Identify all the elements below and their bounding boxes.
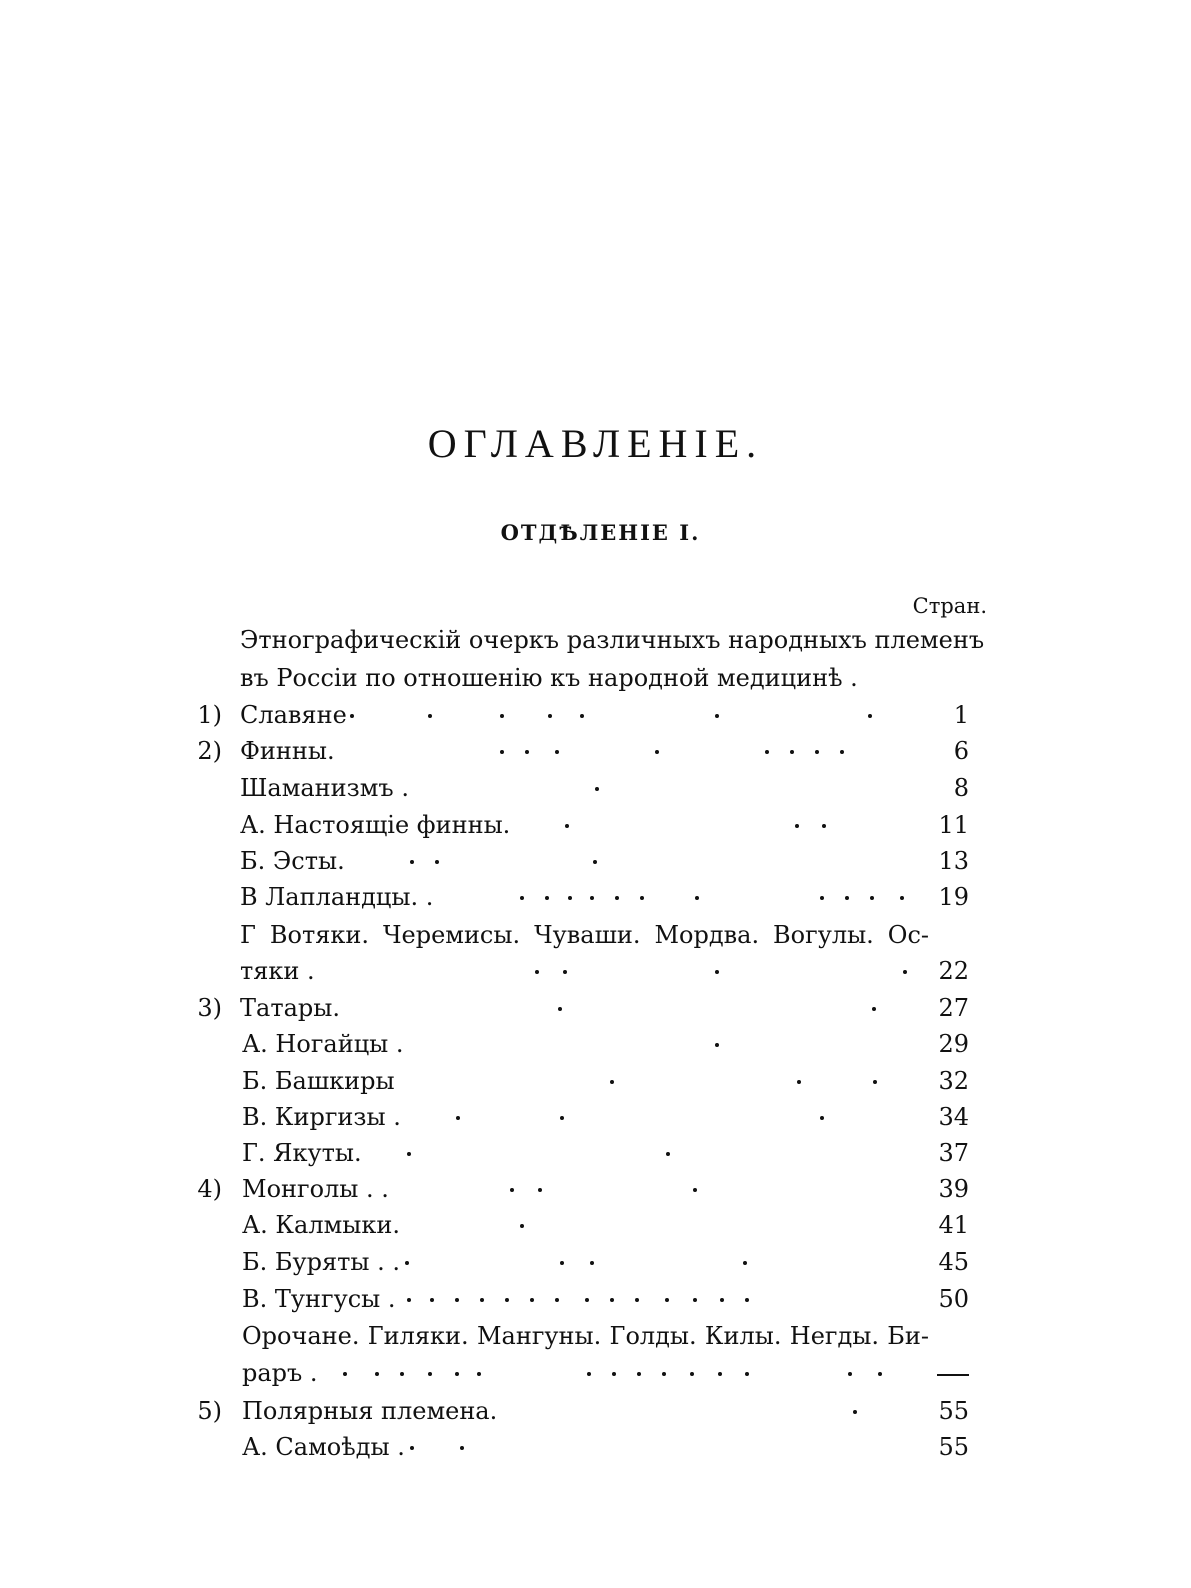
leader-dots: [0, 917, 1191, 953]
leader-dot: [665, 1298, 669, 1302]
leader-dot: [428, 714, 432, 718]
leader-dot: [615, 896, 619, 900]
toc-entry-page: 6: [953, 737, 969, 765]
leader-dot: [693, 1298, 697, 1302]
leader-dot: [477, 1372, 481, 1376]
leader-dots: [0, 879, 1191, 915]
leader-dot: [655, 750, 659, 754]
toc-entry: [0, 1171, 1191, 1207]
leader-dot: [610, 1298, 614, 1302]
leader-dots: [0, 1135, 1191, 1171]
toc-entry-page: 50: [938, 1285, 969, 1313]
leader-dot: [872, 1007, 876, 1011]
toc-entry-label: Г. Якуты.: [242, 1139, 362, 1167]
toc-entry-page: 55: [938, 1433, 969, 1461]
leader-dot: [662, 1372, 666, 1376]
toc-entry-label: В Лапландцы. .: [240, 883, 434, 911]
leader-dot: [400, 1372, 404, 1376]
toc-entry-number: 5): [197, 1397, 222, 1425]
leader-dots: [0, 1318, 1191, 1354]
leader-dots: [0, 733, 1191, 769]
leader-dot: [430, 1298, 434, 1302]
section-heading: ОТДѢЛЕНІЕ I.: [500, 520, 701, 545]
leader-dot: [560, 1116, 564, 1120]
leader-dots: [0, 1281, 1191, 1317]
leader-dot: [590, 1261, 594, 1265]
leader-dots: [0, 622, 1191, 658]
leader-dots: [0, 953, 1191, 989]
leader-dots: [0, 1171, 1191, 1207]
toc-entry: [0, 1244, 1191, 1280]
leader-dot: [410, 860, 414, 864]
leader-dot: [903, 970, 907, 974]
leader-dot: [635, 1298, 639, 1302]
leader-dot: [720, 1298, 724, 1302]
toc-entry-label: Б. Эсты.: [240, 847, 345, 875]
leader-dot: [405, 1261, 409, 1265]
leader-dots: [0, 1063, 1191, 1099]
leader-dot: [375, 1372, 379, 1376]
toc-entry-page: 37: [938, 1139, 969, 1167]
leader-dot: [612, 1372, 616, 1376]
toc-entry-label: Татары.: [240, 994, 340, 1022]
toc-entry-page: 1: [953, 701, 969, 729]
toc-entry-label: Этнографическій очеркъ различныхъ народныхъ племенъ: [240, 626, 985, 654]
toc-entry: [0, 1281, 1191, 1317]
leader-dot: [407, 1152, 411, 1156]
leader-dots: [0, 1099, 1191, 1135]
leader-dot: [535, 970, 539, 974]
leader-dots: [0, 990, 1191, 1026]
leader-dot: [715, 714, 719, 718]
toc-entry-label: В. Тунгусы .: [242, 1285, 396, 1313]
toc-entry-label: раръ .: [242, 1359, 318, 1387]
toc-entry-number: 2): [197, 737, 222, 765]
toc-entry-label: А. Калмыки.: [242, 1211, 400, 1239]
leader-dot: [563, 970, 567, 974]
toc-entry: [0, 770, 1191, 806]
toc-entry-page: 22: [938, 957, 969, 985]
toc-entry-page: 29: [938, 1030, 969, 1058]
leader-dot: [520, 1224, 524, 1228]
toc-entry-page: 39: [938, 1175, 969, 1203]
leader-dot: [610, 1080, 614, 1084]
toc-entry-label: В. Киргизы .: [242, 1103, 401, 1131]
leader-dot: [595, 787, 599, 791]
leader-dot: [743, 1261, 747, 1265]
leader-dot: [510, 1188, 514, 1192]
toc-entry-page: 41: [938, 1211, 969, 1239]
toc-entry-label: тяки .: [240, 957, 315, 985]
toc-entry-page: 11: [938, 811, 969, 839]
leader-dot: [790, 750, 794, 754]
leader-dot: [690, 1372, 694, 1376]
toc-entry-label: Б. Буряты . .: [242, 1248, 401, 1276]
leader-dots: [0, 1355, 1191, 1391]
toc-entry: [0, 879, 1191, 915]
leader-dot: [590, 896, 594, 900]
page-title: ОГЛАВЛЕНІЕ.: [427, 421, 764, 466]
toc-entry: [0, 1099, 1191, 1135]
toc-entry-page: 19: [938, 883, 969, 911]
leader-dot: [555, 750, 559, 754]
toc-entry: [0, 990, 1191, 1026]
toc-entry-label: Орочане. Гиляки. Мангуны. Голды. Килы. Негды. Би-: [242, 1322, 929, 1350]
leader-dot: [822, 824, 826, 828]
toc-entry-number: 1): [197, 701, 222, 729]
leader-dot: [480, 1298, 484, 1302]
leader-dot: [410, 1446, 414, 1450]
leader-dots: [0, 807, 1191, 843]
toc-entry: [0, 1355, 1191, 1391]
leader-dot: [500, 750, 504, 754]
toc-entry-page: [937, 1374, 969, 1376]
leader-dot: [587, 1372, 591, 1376]
leader-dot: [455, 1372, 459, 1376]
leader-dot: [845, 896, 849, 900]
leader-dot: [558, 1007, 562, 1011]
toc-entry: [0, 660, 1191, 696]
leader-dots: [0, 843, 1191, 879]
page-column-header: Стран.: [912, 594, 987, 618]
toc-entry-page: 45: [938, 1248, 969, 1276]
leader-dot: [745, 1298, 749, 1302]
leader-dots: [0, 1026, 1191, 1062]
leader-dot: [900, 896, 904, 900]
leader-dot: [640, 896, 644, 900]
leader-dot: [505, 1298, 509, 1302]
toc-entry-label: А. Самоѣды .: [242, 1433, 405, 1461]
leader-dot: [545, 896, 549, 900]
leader-dot: [460, 1446, 464, 1450]
leader-dot: [548, 714, 552, 718]
toc-entry-number: 4): [197, 1175, 222, 1203]
toc-entry: [0, 807, 1191, 843]
leader-dot: [795, 824, 799, 828]
leader-dot: [715, 970, 719, 974]
leader-dot: [695, 896, 699, 900]
leader-dot: [848, 1372, 852, 1376]
toc-entry: [0, 917, 1191, 953]
toc-entry: [0, 622, 1191, 658]
leader-dots: [0, 770, 1191, 806]
leader-dot: [718, 1372, 722, 1376]
leader-dot: [520, 896, 524, 900]
toc-entry-label: Шаманизмъ .: [240, 774, 409, 802]
leader-dot: [820, 1116, 824, 1120]
leader-dot: [568, 896, 572, 900]
leader-dots: [0, 1429, 1191, 1465]
leader-dot: [797, 1080, 801, 1084]
leader-dots: [0, 660, 1191, 696]
leader-dot: [715, 1043, 719, 1047]
toc-entry: [0, 1429, 1191, 1465]
toc-entry-label: Полярныя племена.: [242, 1397, 498, 1425]
toc-entry: [0, 1026, 1191, 1062]
toc-entry: [0, 1318, 1191, 1354]
toc-entry-label: А. Настоящіе финны.: [240, 811, 511, 839]
leader-dot: [407, 1298, 411, 1302]
leader-dot: [580, 714, 584, 718]
toc-entry: [0, 1135, 1191, 1171]
leader-dot: [745, 1372, 749, 1376]
leader-dots: [0, 1393, 1191, 1429]
leader-dot: [853, 1410, 857, 1414]
toc-entry: [0, 1393, 1191, 1429]
leader-dot: [693, 1188, 697, 1192]
toc-entry: [0, 1207, 1191, 1243]
toc-entry-label: Б. Башкиры: [242, 1067, 395, 1095]
toc-entry-page: 55: [938, 1397, 969, 1425]
leader-dot: [435, 860, 439, 864]
leader-dot: [525, 750, 529, 754]
leader-dot: [428, 1372, 432, 1376]
leader-dot: [555, 1298, 559, 1302]
leader-dot: [530, 1298, 534, 1302]
toc-entry-label: Славяне: [240, 701, 347, 729]
leader-dots: [0, 697, 1191, 733]
leader-dot: [870, 896, 874, 900]
toc-entry-label: Монголы . .: [242, 1175, 389, 1203]
toc-entry-page: 27: [938, 994, 969, 1022]
leader-dot: [873, 1080, 877, 1084]
toc-entry-page: 13: [938, 847, 969, 875]
leader-dot: [815, 750, 819, 754]
leader-dot: [455, 1298, 459, 1302]
leader-dot: [538, 1188, 542, 1192]
toc-entry-label: Г Вотяки. Черемисы. Чуваши. Мордва. Вогулы. Ос-: [240, 921, 929, 949]
leader-dot: [500, 714, 504, 718]
leader-dot: [343, 1372, 347, 1376]
toc-entry-page: 8: [953, 774, 969, 802]
toc-entry-page: 34: [938, 1103, 969, 1131]
toc-entry: [0, 733, 1191, 769]
leader-dot: [840, 750, 844, 754]
leader-dot: [350, 714, 354, 718]
toc-entry: [0, 953, 1191, 989]
leader-dot: [565, 824, 569, 828]
leader-dot: [585, 1298, 589, 1302]
toc-entry-page: 32: [938, 1067, 969, 1095]
toc-entry-label: въ Россіи по отношенію къ народной медицинѣ .: [240, 664, 858, 692]
toc-entry-label: А. Ногайцы .: [242, 1030, 404, 1058]
leader-dot: [820, 896, 824, 900]
leader-dot: [593, 860, 597, 864]
leader-dots: [0, 1207, 1191, 1243]
toc-entry: [0, 697, 1191, 733]
leader-dot: [456, 1116, 460, 1120]
leader-dots: [0, 1244, 1191, 1280]
toc-entry-label: Финны.: [240, 737, 335, 765]
leader-dot: [868, 714, 872, 718]
leader-dot: [666, 1152, 670, 1156]
leader-dot: [765, 750, 769, 754]
toc-entry-number: 3): [197, 994, 222, 1022]
leader-dot: [560, 1261, 564, 1265]
toc-entry: [0, 1063, 1191, 1099]
leader-dot: [878, 1372, 882, 1376]
leader-dot: [637, 1372, 641, 1376]
toc-entry: [0, 843, 1191, 879]
